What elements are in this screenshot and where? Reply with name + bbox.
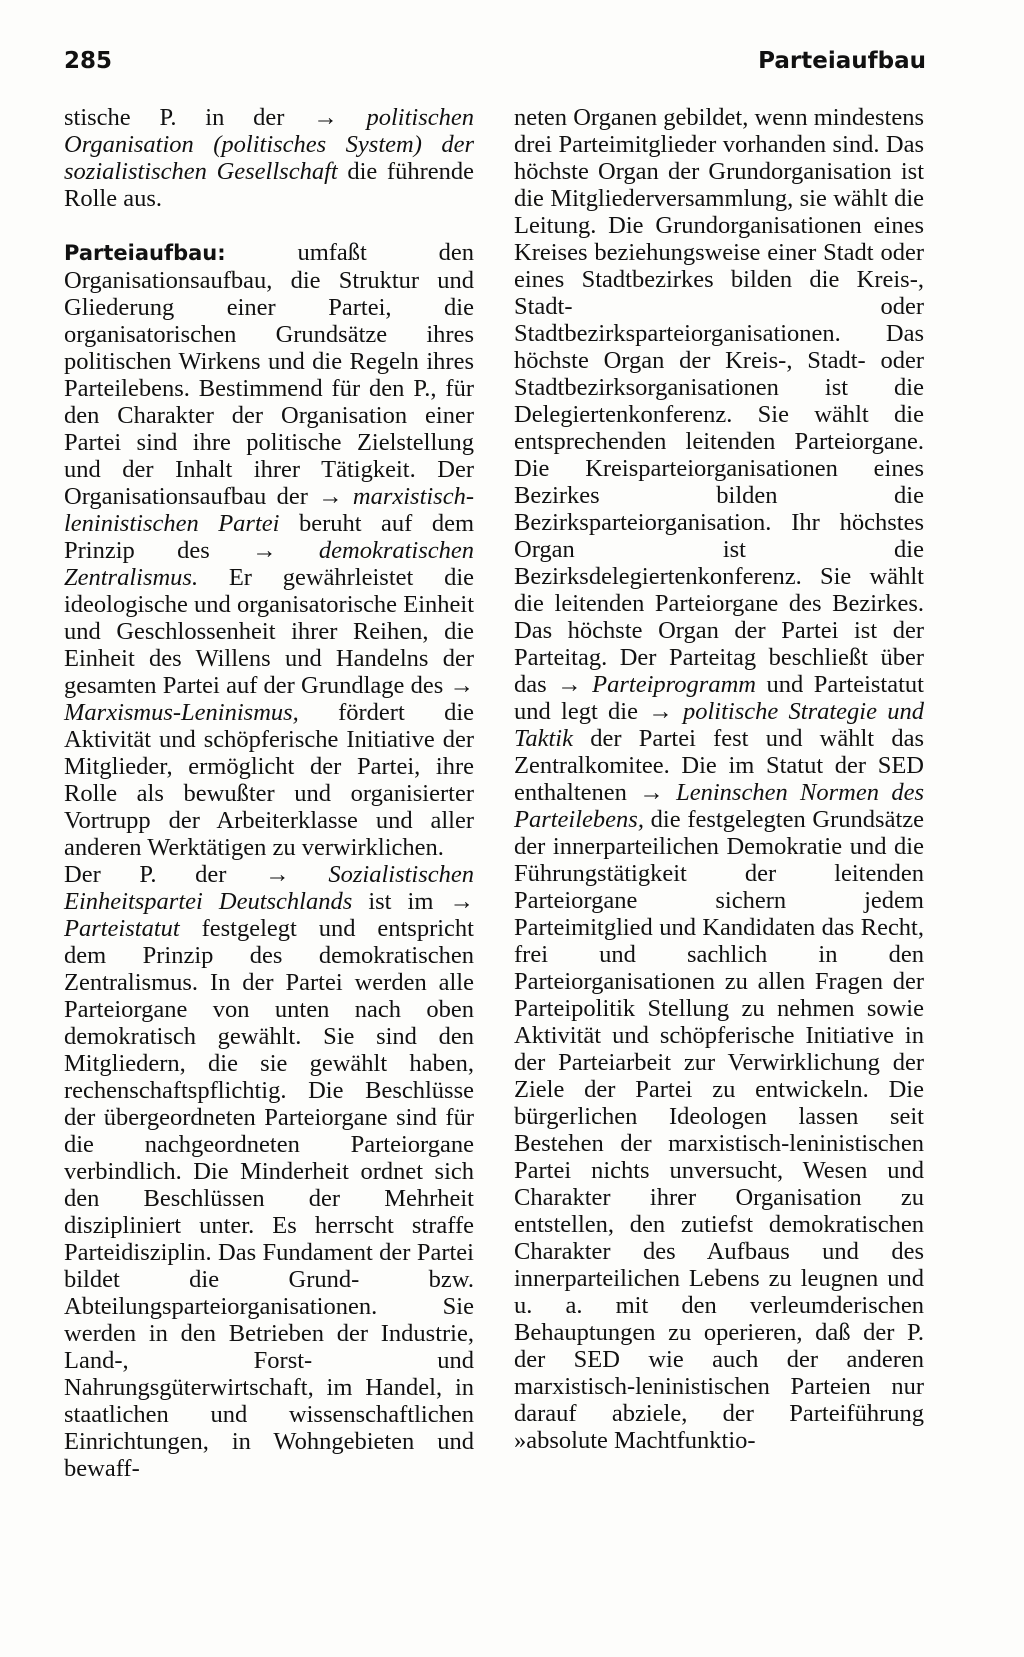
cross-reference-arrow-icon: → [318,483,343,510]
entry-lemma: Parteiaufbau: [64,241,226,265]
cross-reference[interactable]: politischen Organisation (politisches System) der sozialistischen Gesellschaft [64,104,474,185]
cross-reference-arrow-icon: → [313,104,338,131]
cross-reference-arrow-icon: → [449,888,474,915]
text-run: ist im [352,888,450,915]
cross-reference[interactable]: politische Strategie und Taktik [514,698,925,752]
text-run: stische P. in der [64,104,314,131]
cross-reference[interactable]: demokratischen Zentralismus. [64,537,474,591]
cross-reference-arrow-icon: → [648,698,673,725]
cross-reference-arrow-icon: → [252,537,277,564]
paragraph [514,104,924,1454]
paragraph [64,861,474,1482]
text-run: beruht auf dem Prinzip des [64,510,474,564]
entry-parteiaufbau [64,239,474,861]
text-run: neten Organen gebildet, wenn mindestens drei Parteimitglieder vorhanden sind. Das höchste Organ der Grundorganisation ist die Mitgliederversammlung, sie wählt die Leitung. Die Grundorganisationen eines Kreises beziehungsweise einer Stadt oder eines Stadtbezirkes bilden die Kreis-, Stadt- oder Stadtbezirksparteiorganisationen. Das höchste Organ der Kreis-, Stadt- oder Stadtbezirksorganisationen ist die Delegiertenkonferenz. Sie wählt die entsprechenden leitenden Parteiorgane. Die Kreisparteiorganisationen eines Bezirkes bilden die Bezirksparteiorganisation. Ihr höchstes Organ ist die Bezirksdelegiertenkonferenz. Sie wählt die leitenden Parteiorgane des Bezirkes. Das höchste Organ der Partei ist der Parteitag. Der Parteitag beschließt über das [514,104,924,698]
text-run: Der P. der [64,861,266,888]
cross-reference-arrow-icon: → [557,671,582,698]
cross-reference-arrow-icon: → [265,861,290,888]
left-column [64,104,474,1482]
text-run: festgelegt und entspricht dem Prinzip des demokratischen Zentralismus. In der Partei werden alle Parteiorgane von unten nach oben demokratisch gewählt. Sie sind den Mitgliedern, die sie gewählt haben, rechenschaftspflichtig. Die Beschlüsse der übergeordneten Parteiorgane sind für die nachgeordneten Parteiorgane verbindlich. Die Minderheit ordnet sich den Beschlüssen der Mehrheit diszipliniert unter. Es herrscht straffe Parteidisziplin. Das Fundament der Partei bildet die Grund- bzw. Abteilungsparteiorganisationen. Sie werden in den Betrieben der Industrie, Land-, Forst- und Nahrungsgüterwirtschaft, im Handel, in staatlichen und wissenschaftlichen Einrichtungen, in Wohngebieten und bewaff- [64,915,474,1482]
text-run: umfaßt den Organisationsaufbau, die Struktur und Gliederung einer Partei, die organisatorischen Grundsätze ihres politischen Wirkens und die Regeln ihres Parteilebens. Bestimmend für den P., für den Charakter der Organisation einer Partei sind ihre politische Zielstellung und der Inhalt ihrer Tätigkeit. Der Organisationsaufbau der [64,239,474,510]
text-run: und Parteistatut und legt die [514,671,924,725]
cross-reference[interactable]: Parteiprogramm [581,671,756,698]
text-run: Er gewährleistet die ideologische und organisatorische Einheit und Geschlossenheit ihrer Reihen, die Einheit des Willens und Handelns der gesamten Partei auf der Grundlage des [64,564,474,699]
cross-reference[interactable]: Leninschen Normen des Parteilebens, [514,779,924,833]
page-number: 285 [64,48,113,74]
running-head: Parteiaufbau [758,48,926,74]
paragraph-continuation [64,104,474,212]
text-run: die festgelegten Grundsätze der innerparteilichen Demokratie und die Führungstätigkeit der leitenden Parteiorgane sichern jedem Parteimitglied und Kandidaten das Recht, frei und sachlich in den Parteiorganisationen zu allen Fragen der Parteipolitik Stellung zu nehmen sowie Aktivität und schöpferische Initiative in der Parteiarbeit zur Verwirklichung der Ziele der Partei zu entwickeln. Die bürgerlichen Ideologen lassen seit Bestehen der marxistisch-leninistischen Partei nichts unversucht, Wesen und Charakter ihrer Organisation zu entstellen, den zutiefst demokratischen Charakter des Aufbaus und des innerparteilichen Lebens zu leugnen und u. a. mit den verleumderischen Behauptungen zu operieren, daß der P. der SED wie auch der anderen marxistisch-leninistischen Parteien nur darauf abziele, der Parteiführung »absolute Machtfunktio- [514,806,924,1454]
cross-reference-arrow-icon: → [639,779,664,806]
page-header [64,48,926,82]
cross-reference-arrow-icon: → [449,672,474,699]
cross-reference[interactable]: Parteistatut [64,915,180,942]
cross-reference[interactable]: Marxismus-Leninismus, [64,699,299,726]
text-run: die führende Rolle aus. [64,158,474,212]
text-run: der Partei fest und wählt das Zentralkomitee. Die im Statut der SED enthaltenen [514,725,924,806]
right-column [514,104,924,1454]
cross-reference[interactable]: Sozialistischen Einheitspartei Deutschlands [64,861,474,915]
text-run: fördert die Aktivität und schöpferische Initiative der Mitglieder, ermöglicht der Partei, ihre Rolle als bewußter und organisierter Vortrupp der Arbeiterklasse und aller anderen Werktätigen zu verwirklichen. [64,699,474,861]
cross-reference[interactable]: marxistisch-leninistischen Partei [64,483,474,537]
